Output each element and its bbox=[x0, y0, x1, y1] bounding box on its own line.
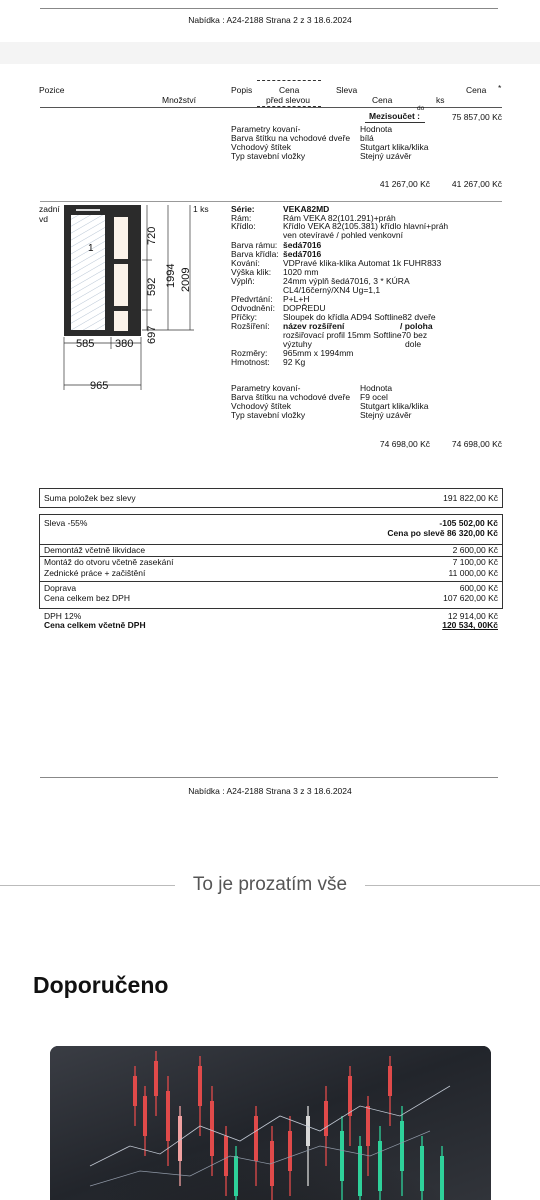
col-mnozstvi: Množství bbox=[162, 95, 197, 105]
spec-label: Výplň: bbox=[231, 276, 255, 286]
rozsireni-line-2: výztuhy bbox=[283, 339, 312, 349]
spec-value: šedá7016 bbox=[283, 249, 322, 259]
spec-label: Barva rámu: bbox=[231, 240, 278, 250]
bez-dph-label: Cena celkem bez DPH bbox=[44, 593, 130, 603]
rozsireni-line-1: rozšiřovací profil 15mm Softline70 bez bbox=[283, 330, 428, 340]
spec-label: Rozšíření: bbox=[231, 321, 270, 331]
spec-value: 965mm x 1994mm bbox=[283, 348, 354, 358]
spec-value: šedá7016 bbox=[283, 240, 322, 250]
param-label: Vchodový štítek bbox=[231, 142, 292, 152]
end-text-label: To je prozatím vše bbox=[192, 874, 348, 895]
mezisoucet-label: Mezisoučet : bbox=[369, 111, 421, 121]
dim-585: 585 bbox=[76, 338, 95, 350]
service-value: 2 600,00 Kč bbox=[452, 545, 498, 555]
dim-720: 720 bbox=[146, 226, 158, 245]
param-value: bílá bbox=[360, 133, 374, 143]
page-header-prev: Nabídka : A24-2188 Strana 2 z 3 18.6.2024 bbox=[188, 15, 352, 25]
dim-2009: 2009 bbox=[180, 267, 192, 292]
spec-value: Křídlo VEKA 82(105.381) křídlo hlavní+práh bbox=[283, 221, 449, 231]
col-sleva: Sleva bbox=[336, 85, 358, 95]
param-label: Typ stavební vložky bbox=[231, 151, 306, 161]
summary-rule-3 bbox=[40, 581, 502, 582]
header-rule bbox=[40, 8, 498, 9]
param-value: Hodnota bbox=[360, 383, 393, 393]
param-label: Barva štítku na vchodové dveře bbox=[231, 392, 351, 402]
service-value: 11 000,00 Kč bbox=[448, 568, 498, 578]
dim-965: 965 bbox=[90, 380, 109, 392]
col-cena-ks-1: Cena bbox=[466, 85, 487, 95]
spec-label: Odvodnění: bbox=[231, 303, 275, 313]
param-label: Parametry kovaní- bbox=[231, 124, 301, 134]
sleva-value: -105 502,00 Kč bbox=[439, 518, 498, 528]
spec-value: 92 Kg bbox=[283, 357, 306, 367]
col-dash-1 bbox=[257, 80, 321, 81]
spec-label: Křídlo: bbox=[231, 221, 256, 231]
col-cena-pred-1: Cena bbox=[279, 85, 300, 95]
spec-value: VDPravé klika-klika Automat 1k FUHR833 bbox=[283, 258, 442, 268]
dph-label: DPH 12% bbox=[44, 611, 82, 621]
door-glass-hatch bbox=[71, 215, 105, 330]
col-cena-pred-2: před slevou bbox=[266, 95, 310, 105]
param-label: Parametry kovaní- bbox=[231, 383, 301, 393]
total-value: 120 534, 00Kč bbox=[442, 620, 498, 630]
spec-label: Hmotnost: bbox=[231, 357, 270, 367]
spec-label: Příčky: bbox=[231, 312, 257, 322]
col-cena: Cena bbox=[372, 95, 393, 105]
item2-position: zadní bbox=[39, 204, 60, 214]
spec-value: DOPŘEDU bbox=[283, 303, 326, 313]
po-sleve-value: Cena po slevě 86 320,00 Kč bbox=[387, 528, 498, 538]
service-value: 7 100,00 Kč bbox=[452, 557, 498, 567]
spec-value: ven otevíravé / pohled venkovní bbox=[283, 230, 404, 240]
spec-label: Kování: bbox=[231, 258, 260, 268]
spec-value: Sloupek do křídla AD94 Softline82 dveře bbox=[283, 312, 436, 322]
rozsireni-head-name: název rozšíření bbox=[283, 321, 345, 331]
spec-label: Série: bbox=[231, 204, 255, 214]
spec-label: Předvrtání: bbox=[231, 294, 273, 304]
bez-dph-value: 107 620,00 Kč bbox=[443, 593, 498, 603]
spec-value: 1020 mm bbox=[283, 267, 319, 277]
dim-380: 380 bbox=[115, 338, 134, 350]
item1-unit-price: 41 267,00 Kč bbox=[379, 179, 430, 189]
dim-1994: 1994 bbox=[165, 263, 177, 288]
param-label: Typ stavební vložky bbox=[231, 410, 306, 420]
door-handle bbox=[76, 209, 100, 211]
spec-label: Výška klik: bbox=[231, 267, 272, 277]
item1-total-price: 41 267,00 Kč bbox=[451, 179, 502, 189]
item2-total-price: 74 698,00 Kč bbox=[451, 439, 502, 449]
spec-value: Rám VEKA 82(101.291)+práh bbox=[283, 213, 396, 223]
side-panel-middle bbox=[114, 264, 128, 306]
side-panel-bottom bbox=[114, 311, 128, 331]
param-value: Stejný uzávěr bbox=[360, 151, 412, 161]
end-of-content bbox=[0, 875, 540, 895]
recommended-card-image bbox=[50, 1046, 491, 1200]
recommended-title: Doporučeno bbox=[33, 972, 169, 998]
recommended-card[interactable] bbox=[50, 1046, 491, 1200]
spec-value: P+L+H bbox=[283, 294, 310, 304]
service-label: Demontáž včetně likvidace bbox=[44, 545, 146, 555]
item2-position-2: vd bbox=[39, 214, 48, 224]
rozsireni-head-pos: / poloha bbox=[400, 321, 433, 331]
col-cena-ks-2: ks bbox=[436, 95, 445, 105]
col-pozice: Pozice bbox=[39, 85, 65, 95]
mezisoucet-rule bbox=[365, 122, 425, 123]
param-label: Barva štítku na vchodové dveře bbox=[231, 133, 351, 143]
spec-label: Rozměry: bbox=[231, 348, 268, 358]
spec-label: Barva křídla: bbox=[231, 249, 279, 259]
page-footer: Nabídka : A24-2188 Strana 3 z 3 18.6.2024 bbox=[188, 786, 352, 796]
suma-value: 191 822,00 Kč bbox=[443, 493, 498, 503]
spec-label: Rám: bbox=[231, 213, 252, 223]
param-value: Stutgart klika/klika bbox=[360, 142, 429, 152]
columns-rule bbox=[40, 107, 502, 108]
service-label: Montáž do otvoru včetně zasekání bbox=[44, 557, 174, 567]
dim-592: 592 bbox=[146, 277, 158, 296]
col-asterisk: * bbox=[498, 83, 502, 93]
col-popis: Popis bbox=[231, 85, 253, 95]
param-value: Stutgart klika/klika bbox=[360, 401, 429, 411]
dph-value: 12 914,00 Kč bbox=[447, 611, 498, 621]
doprava-label: Doprava bbox=[44, 583, 77, 593]
spec-value: VEKA82MD bbox=[283, 204, 330, 214]
col-do: do bbox=[417, 105, 425, 112]
doprava-value: 600,00 Kč bbox=[459, 583, 498, 593]
suma-label: Suma položek bez slevy bbox=[44, 493, 136, 503]
param-value: Hodnota bbox=[360, 124, 393, 134]
total-label: Cena celkem včetně DPH bbox=[44, 620, 146, 630]
param-value: F9 ocel bbox=[360, 392, 388, 402]
dim-697: 697 bbox=[146, 325, 158, 344]
footer-rule bbox=[40, 777, 498, 778]
spec-value: 24mm výplň šedá7016, 3 * KÚRA bbox=[283, 276, 410, 286]
param-label: Vchodový štítek bbox=[231, 401, 292, 411]
sleva-label: Sleva -55% bbox=[44, 518, 88, 528]
param-value: Stejný uzávěr bbox=[360, 410, 412, 420]
sash-number: 1 bbox=[88, 243, 94, 254]
item2-quantity: 1 ks bbox=[193, 204, 209, 214]
rozsireni-line-2-pos: dole bbox=[405, 339, 422, 349]
spec-value: CL4/16černý/XN4 Ug=1,1 bbox=[283, 285, 381, 295]
end-text bbox=[0, 875, 540, 895]
side-panel-top bbox=[114, 217, 128, 259]
mezisoucet-value: 75 857,00 Kč bbox=[451, 112, 502, 122]
item2-unit-price: 74 698,00 Kč bbox=[379, 439, 430, 449]
page-gap bbox=[0, 42, 540, 64]
service-label: Zednické práce + začištění bbox=[44, 568, 146, 578]
door-drawing bbox=[56, 200, 206, 395]
